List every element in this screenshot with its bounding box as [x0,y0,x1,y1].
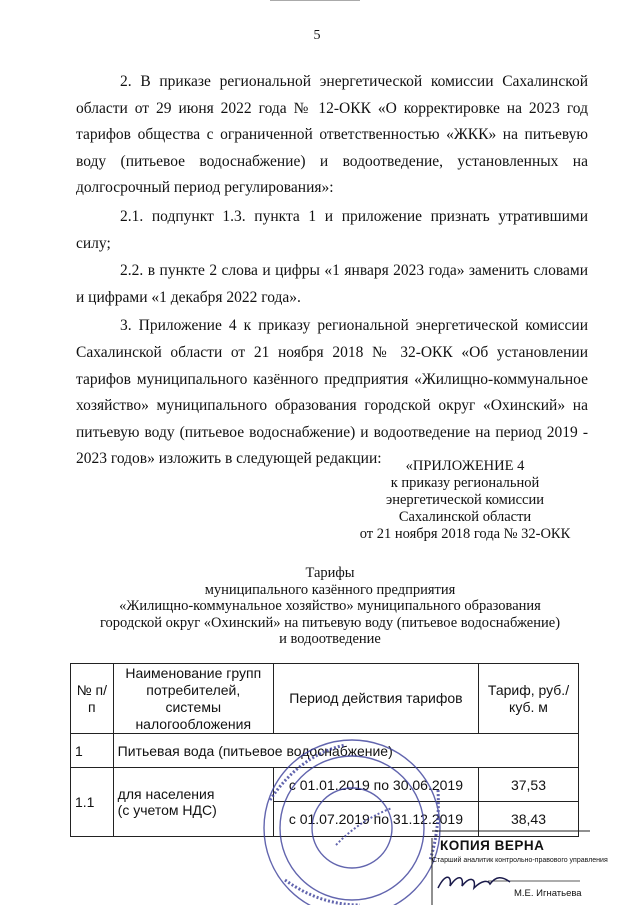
row-group-line-1: для населения [117,786,215,802]
table-row [71,768,579,802]
appendix-header [345,458,585,543]
header-num: № п/п [71,664,114,734]
header-period: Период действия тарифов [273,664,478,734]
appendix-line-2: к приказу региональной [390,475,540,491]
row-period: с 01.07.2019 по 31.12.2019 [273,802,478,837]
title-line-1: Тарифы [305,565,355,581]
header-group: Наименование групп потребителей, системы налогообложения [113,664,273,734]
copy-stamp-title: КОПИЯ ВЕРНА [440,838,545,853]
tariff-title [70,565,590,648]
table-row-section [71,734,579,768]
appendix-line-4: Сахалинской области [398,509,532,525]
tariff-table [70,663,579,837]
section-num: 1 [71,734,114,768]
title-line-3: «Жилищно-коммунальное хозяйство» муниципального образования [119,598,541,614]
title-line-5: и водоотведение [279,631,381,647]
top-edge-line [270,0,360,1]
body-text [76,69,588,473]
row-tariff: 38,43 [478,802,578,837]
section-label: Питьевая вода (питьевое водоснабжение) [113,734,578,768]
paragraph-2-2: 2.2. в пункте 2 слова и цифры «1 января 2023 года» заменить словами и цифрами «1 декабря 2022 года». [76,262,588,306]
title-line-4: городской округ «Охинский» на питьевую воду (питьевое водоснабжение) [99,614,561,631]
paragraph-3: 3. Приложение 4 к приказу региональной энергетической комиссии Сахалинской области от 21 ноября 2018 № 32-ОКК «Об установлении тарифов муниципального казённого предприятия «Жилищно-коммунальное хозяйство» муниципального образования городской округ «Охинский» на питьевую воду (питьевое водоснабжение) и водоотведение на период 2019 - 2023 годов» изложить в следующей редакции: [76,317,588,468]
row-num: 1.1 [71,768,114,837]
row-group [113,768,273,837]
row-period: с 01.01.2019 по 30.06.2019 [273,768,478,802]
table-header-row [71,664,579,734]
appendix-line-3: энергетической комиссии [385,492,545,508]
copy-stamp [432,830,608,905]
copy-stamp-signer: М.Е. Игнатьева [514,888,582,899]
appendix-line-5: от 21 ноября 2018 года № 32-ОКК [359,526,571,542]
paragraph-2: 2. В приказе региональной энергетической комиссии Сахалинской области от 29 июня 2022 года № 12-ОКК «О корректировке на 2023 год тарифов общества с ограниченной ответственностью «ЖКК» на питьевую воду (питьевое водоснабжение) и водоотведение, установленных на долгосрочный период регулирования»: [76,73,588,197]
header-tariff: Тариф, руб./куб. м [478,664,578,734]
paragraph-2-1: 2.1. подпункт 1.3. пункта 1 и приложение признать утратившими силу; [76,207,588,252]
title-line-2: муниципального казённого предприятия [204,581,456,598]
page-number: 5 [313,28,321,43]
row-tariff: 37,53 [478,768,578,802]
appendix-line-1: «ПРИЛОЖЕНИЕ 4 [405,458,525,474]
row-group-line-2: (с учетом НДС) [117,802,217,818]
copy-stamp-position: Старший аналитик контрольно-правового управления [432,857,608,864]
